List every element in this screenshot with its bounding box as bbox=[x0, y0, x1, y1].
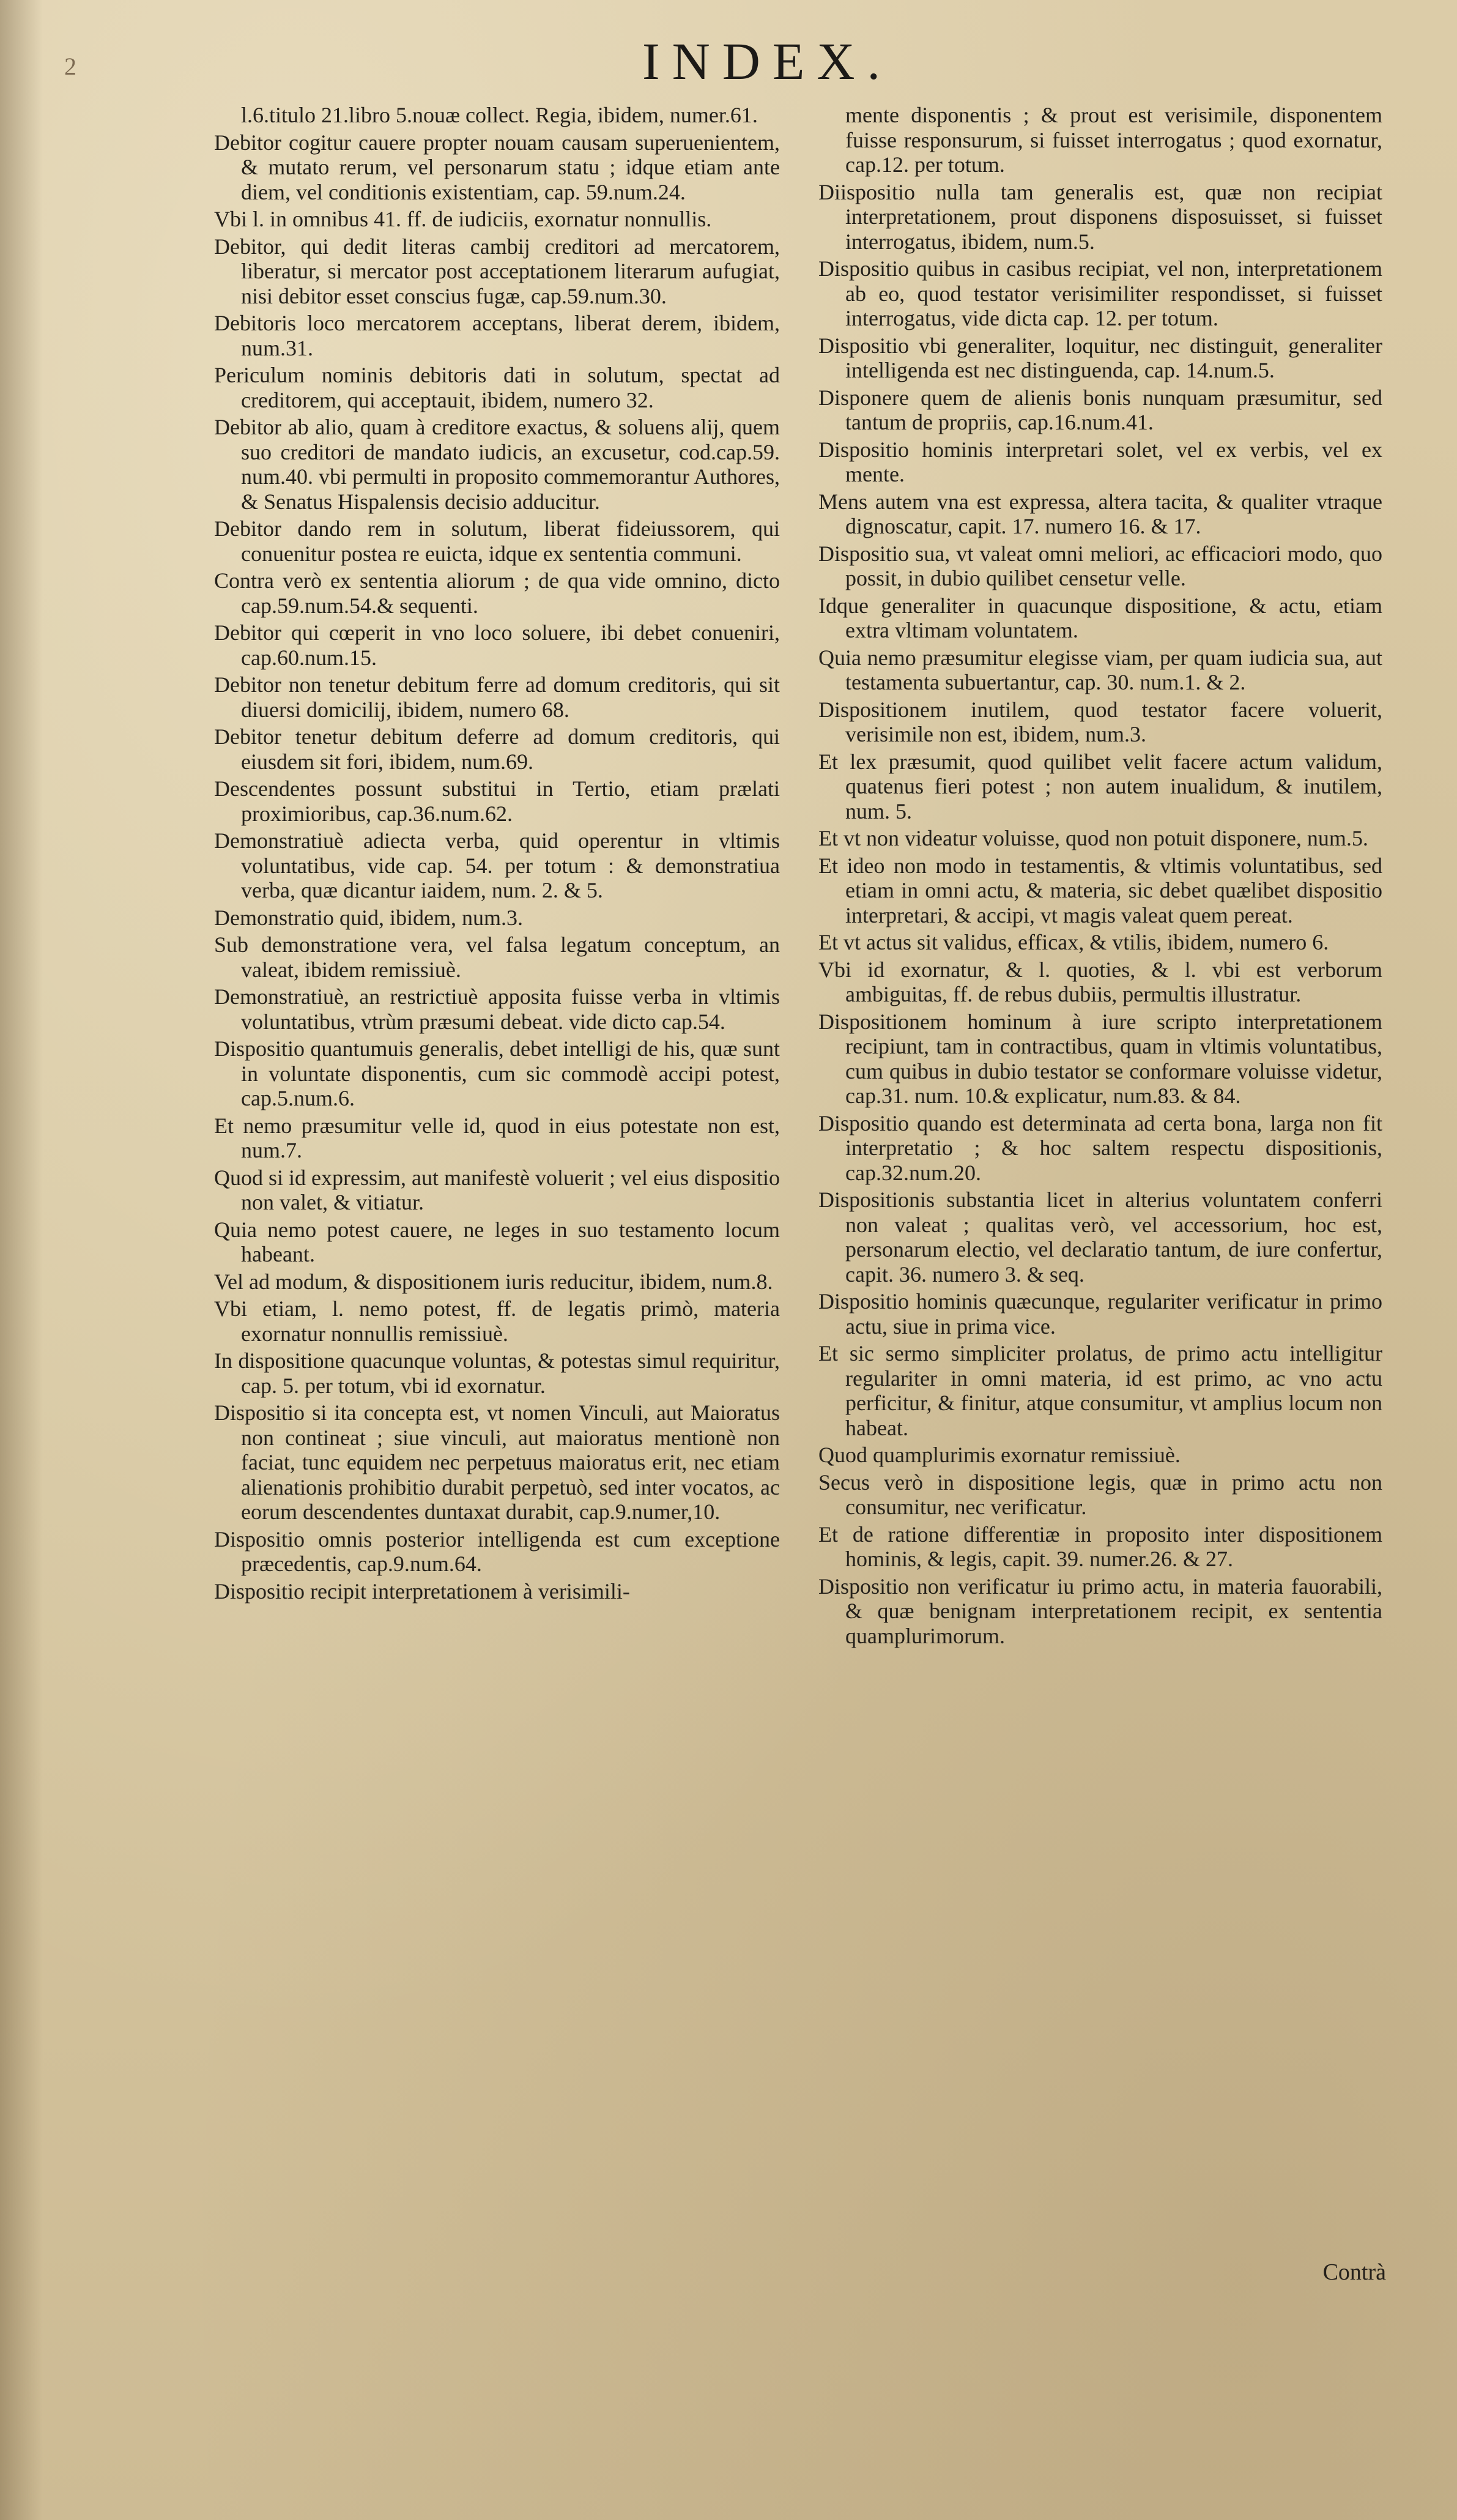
index-entry: Et ideo non modo in testamentis, & vltimis voluntatibus, sed etiam in omni actu, & materia, sic debet quælibet dispositio interpretari, & accipi, vt magis valeat quem pereat. bbox=[818, 853, 1382, 927]
spine-shadow bbox=[0, 0, 43, 2520]
index-entry: Dispositio hominis interpretari solet, vel ex verbis, vel ex mente. bbox=[818, 437, 1382, 486]
index-entry: Quod si id expressim, aut manifestè voluerit ; vel eius dispositio non valet, & vitiatur. bbox=[214, 1165, 780, 1214]
index-entry: Dispositionis substantia licet in alterius voluntatem conferri non valeat ; qualitas verò, vel accessorium, hoc est, personarum electio, vel declaratio tantum, de iure confertur, capit. 36. numero 3. & seq. bbox=[818, 1188, 1382, 1287]
index-entry: Dispositio si ita concepta est, vt nomen Vinculi, aut Maioratus non contineat ; siue vinculi, aut maioratus mentionè non faciat, tunc equidem nec perpetuus maioratus erit, nec etiam alienationis prohibitio durabit perpetuò, sed inter vocatos, ac eorum descendentes duntaxat durabit, cap.9.numer,10. bbox=[214, 1400, 780, 1524]
index-entry: In dispositione quacunque voluntas, & potestas simul requiritur, cap. 5. per totum, vbi id exornatur. bbox=[214, 1348, 780, 1398]
index-entry: Debitor non tenetur debitum ferre ad domum creditoris, qui sit diuersi domicilij, ibidem, numero 68. bbox=[214, 672, 780, 722]
index-entry: Et vt non videatur voluisse, quod non potuit disponere, num.5. bbox=[818, 826, 1368, 850]
index-entry: Quod quamplurimis exornatur remissiuè. bbox=[818, 1443, 1181, 1467]
index-entry: Idque generaliter in quacunque dispositione, & actu, etiam extra vltimam voluntatem. bbox=[818, 593, 1382, 642]
index-entry: Contra verò ex sententia aliorum ; de qua vide omnino, dicto cap.59.num.54.& sequenti. bbox=[214, 568, 780, 618]
index-entry: Diispositio nulla tam generalis est, quæ non recipiat interpretationem, prout disponens disposuisset, si fuisset interrogatus, ibidem, num.5. bbox=[818, 179, 1382, 254]
index-entry: Debitor dando rem in solutum, liberat fideiussorem, qui conuenitur postea re euicta, idque ex sententia communi. bbox=[214, 516, 780, 566]
index-entry: Quia nemo potest cauere, ne leges in suo testamento locum habeant. bbox=[214, 1217, 780, 1266]
left-column bbox=[214, 103, 780, 1606]
index-entry: Vbi id exornatur, & l. quoties, & l. vbi est verborum ambiguitas, ff. de rebus dubiis, permultis illustratur. bbox=[818, 957, 1382, 1006]
index-entry: Dispositio hominis quæcunque, regulariter verificatur in primo actu, siue in prima vice. bbox=[818, 1289, 1382, 1339]
index-entry: Dispositio sua, vt valeat omni meliori, ac efficaciori modo, quo possit, in dubio quilibet censetur velle. bbox=[818, 541, 1382, 590]
index-entry: Quia nemo præsumitur elegisse viam, per quam iudicia sua, aut testamenta subuertantur, cap. 30. num.1. & 2. bbox=[818, 645, 1382, 694]
index-entry: Debitor tenetur debitum deferre ad domum creditoris, qui eiusdem sit fori, ibidem, num.69. bbox=[214, 724, 780, 774]
index-entry: mente disponentis ; & prout est verisimile, disponentem fuisse responsurum, si fuisset interrogatus ; quod exornatur, cap.12. per totum. bbox=[845, 103, 1382, 177]
index-entry: Mens autem vna est expressa, altera tacita, & qualiter vtraque dignoscatur, capit. 17. numero 16. & 17. bbox=[818, 489, 1382, 538]
index-entry: Dispositio quibus in casibus recipiat, vel non, interpretationem ab eo, quod testator verisimiliter respondisset, si fuisset interrogatus, vide dicta cap. 12. per totum. bbox=[818, 256, 1382, 330]
index-entry: Dispositionem inutilem, quod testator facere voluerit, verisimile non est, ibidem, num.3. bbox=[818, 697, 1382, 746]
index-entry: Demonstratiuè, an restrictiuè apposita fuisse verba in vltimis voluntatibus, vtrùm præsumi debeat. vide dicto cap.54. bbox=[214, 984, 780, 1034]
index-entry: Demonstratiuè adiecta verba, quid operentur in vltimis voluntatibus, vide cap. 54. per totum : & demonstratiua verba, quæ dicantur iaidem, num. 2. & 5. bbox=[214, 828, 780, 902]
index-entry: Dispositio quando est determinata ad certa bona, larga non fit interpretatio ; & hoc saltem respectu dispositionis, cap.32.num.20. bbox=[818, 1110, 1382, 1185]
index-entry: Et vt actus sit validus, efficax, & vtilis, ibidem, numero 6. bbox=[818, 930, 1329, 954]
index-entry: Dispositionem hominum à iure scripto interpretationem recipiunt, tam in contractibus, quam in vltimis voluntatibus, cum quibus in dubio testator se conformare voluisse videtur, cap.31. num. 10.& explicatur, num.83. & 84. bbox=[818, 1009, 1382, 1108]
index-entry: Demonstratio quid, ibidem, num.3. bbox=[214, 905, 523, 930]
index-entry: Debitor cogitur cauere propter nouam causam superuenientem, & mutato rerum, vel personarum statu ; idque etiam ante diem, vel conditionis existentiam, cap. 59.num.24. bbox=[214, 130, 780, 204]
index-entry: Debitor ab alio, quam à creditore exactus, & soluens alij, quem suo creditori de mandato iudicis, an excusetur, cod.cap.59. num.40. vbi permulti in proposito commemorantur Authores, & Senatus Hispalensis decisio adducitur. bbox=[214, 415, 780, 514]
index-entry: Dispositio non verificatur iu primo actu, in materia fauorabili, & quæ benignam interpretationem recipit, ex sententia quamplurimorum. bbox=[818, 1574, 1382, 1648]
index-entry: Sub demonstratione vera, vel falsa legatum conceptum, an valeat, ibidem remissiuè. bbox=[214, 932, 780, 982]
index-entry: Et nemo præsumitur velle id, quod in eius potestate non est, num.7. bbox=[214, 1113, 780, 1162]
page-header: INDEX. bbox=[642, 32, 892, 91]
index-entry: Et de ratione differentiæ in proposito inter dispositionem hominis, & legis, capit. 39. numer.26. & 27. bbox=[818, 1522, 1382, 1571]
index-entry: Descendentes possunt substitui in Tertio, etiam prælati proximioribus, cap.36.num.62. bbox=[214, 776, 780, 826]
index-entry: Secus verò in dispositione legis, quæ in primo actu non consumitur, nec verificatur. bbox=[818, 1470, 1382, 1519]
index-entry: Debitor qui cœperit in vno loco soluere, ibi debet conueniri, cap.60.num.15. bbox=[214, 620, 780, 670]
catchword: Contrà bbox=[1322, 2259, 1386, 2285]
index-entry: Vbi etiam, l. nemo potest, ff. de legatis primò, materia exornatur nonnullis remissiuè. bbox=[214, 1296, 780, 1346]
index-entry: Dispositio vbi generaliter, loquitur, nec distinguit, generaliter intelligenda est nec distinguenda, cap. 14.num.5. bbox=[818, 333, 1382, 382]
index-entry: Periculum nominis debitoris dati in solutum, spectat ad creditorem, qui acceptauit, ibidem, numero 32. bbox=[214, 363, 780, 412]
index-entry: l.6.titulo 21.libro 5.nouæ collect. Regia, ibidem, numer.61. bbox=[241, 103, 758, 127]
index-entry: Vel ad modum, & dispositionem iuris reducitur, ibidem, num.8. bbox=[214, 1269, 773, 1294]
index-entry: Debitor, qui dedit literas cambij creditori ad mercatorem, liberatur, si mercator post acceptationem literarum aufugiat, nisi debitor esset conscius fugæ, cap.59.num.30. bbox=[214, 234, 780, 308]
index-entry: Et sic sermo simpliciter prolatus, de primo actu intelligitur regulariter in omni materia, id est primo, ac vno actu perficitur, & finitur, atque consumitur, vt amplius locum non habeat. bbox=[818, 1341, 1382, 1440]
index-entry: Et lex præsumit, quod quilibet velit facere actum validum, quatenus fieri potest ; non autem inualidum, & inutilem, num. 5. bbox=[818, 749, 1382, 823]
index-entry: Disponere quem de alienis bonis nunquam præsumitur, sed tantum de propriis, cap.16.num.41. bbox=[818, 385, 1382, 434]
right-column bbox=[818, 103, 1382, 1651]
index-entry: Debitoris loco mercatorem acceptans, liberat derem, ibidem, num.31. bbox=[214, 311, 780, 360]
index-entry: Dispositio quantumuis generalis, debet intelligi de his, quæ sunt in voluntate disponentis, cum sic commodè accipi potest, cap.5.num.6. bbox=[214, 1036, 780, 1110]
index-entry: Vbi l. in omnibus 41. ff. de iudiciis, exornatur nonnullis. bbox=[214, 207, 712, 231]
index-entry: Dispositio recipit interpretationem à verisimili- bbox=[214, 1578, 630, 1604]
corner-mark: 2 bbox=[64, 53, 76, 80]
index-entry: Dispositio omnis posterior intelligenda est cum exceptione præcedentis, cap.9.num.64. bbox=[214, 1526, 780, 1576]
